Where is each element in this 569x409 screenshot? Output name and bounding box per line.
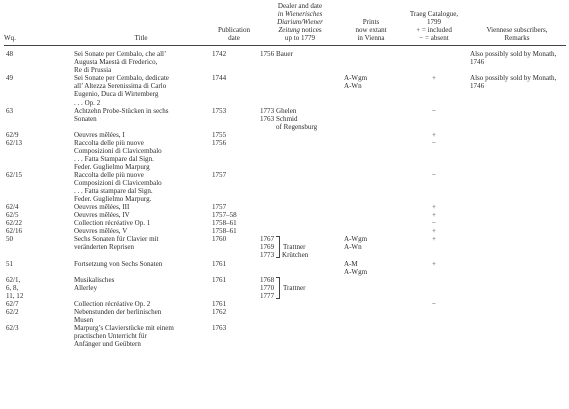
cell-date	[210, 74, 258, 106]
cell-traeg	[400, 46, 468, 75]
header-notices-line: Dealer and date	[277, 2, 323, 10]
cell-date	[210, 308, 258, 324]
table-row	[4, 235, 566, 259]
cell-traeg	[400, 219, 468, 227]
wq-number: 62/16	[6, 227, 23, 236]
table-row	[4, 260, 566, 276]
header-prints-line: in Vienna	[357, 34, 385, 43]
header-remarks-line: Remarks	[504, 34, 530, 43]
notice-year: 1773	[260, 251, 275, 260]
header-date-line: date	[228, 34, 240, 43]
header-prints-line: Prints	[362, 18, 380, 27]
title-line: Oeuvres mêlées, III	[74, 203, 130, 212]
notice-dealer: Trattner	[283, 243, 306, 252]
notice-year: 1769	[260, 243, 275, 252]
publication-date: 1758–61	[212, 227, 237, 236]
title-line: Oeuvres mêlées, IV	[74, 211, 130, 220]
cell-prints	[342, 219, 400, 227]
cell-remarks	[468, 46, 566, 75]
print-location: A-Wgm	[344, 267, 368, 276]
publication-date: 1744	[212, 74, 227, 83]
cell-remarks	[468, 74, 566, 106]
wq-number: 11, 12	[6, 291, 24, 300]
table-row	[4, 139, 566, 171]
title-line: Collection récréative Op. 1	[74, 219, 151, 228]
cell-wq	[4, 107, 72, 131]
print-location: A-Wn	[344, 82, 362, 91]
notice-year: 1756	[260, 50, 275, 59]
cell-remarks	[468, 260, 566, 276]
cell-title	[72, 46, 210, 75]
cell-title	[72, 300, 210, 308]
cell-remarks	[468, 203, 566, 211]
cell-prints	[342, 235, 400, 259]
title-line: Musikalisches	[74, 275, 115, 284]
wq-number: 62/3	[6, 323, 19, 332]
table-row	[4, 308, 566, 324]
notice-year	[260, 123, 276, 131]
publication-date: 1761	[212, 259, 227, 268]
remark-line: 1746	[470, 58, 485, 67]
title-line: Sei Sonate per Cembalo, che all’	[74, 50, 167, 59]
cell-notices	[258, 276, 342, 300]
publication-date: 1756	[212, 138, 227, 147]
header-traeg	[400, 2, 468, 46]
title-line: . . . Op. 2	[74, 98, 101, 107]
wq-number: 6, 8,	[6, 283, 19, 292]
title-line: Augusta Maestà di Frederico,	[74, 58, 158, 67]
notice-dealer: Bauer	[276, 50, 293, 59]
wq-number: 62/9	[6, 130, 19, 139]
traeg-mark: −	[432, 219, 436, 228]
cell-notices	[258, 139, 342, 171]
cell-wq	[4, 300, 72, 308]
publication-date: 1753	[212, 106, 227, 115]
cell-remarks	[468, 300, 566, 308]
publication-date: 1762	[212, 307, 227, 316]
title-line: Oeuvres mêlées, I	[74, 130, 125, 139]
title-line: Sechs Sonaten für Clavier mit	[74, 235, 159, 244]
title-line: Anfänger und Geübtern	[74, 339, 141, 348]
cell-title	[72, 235, 210, 259]
wq-number: 62/5	[6, 211, 19, 220]
cell-remarks	[468, 139, 566, 171]
publication-date: 1761	[212, 299, 227, 308]
cell-notices	[258, 171, 342, 203]
cell-wq	[4, 227, 72, 235]
notice-years	[260, 235, 276, 259]
wq-number: 50	[6, 235, 14, 244]
notice-dealer: Schmid	[276, 114, 298, 123]
cell-title	[72, 131, 210, 139]
table-row	[4, 131, 566, 139]
title-line: Achtzehn Probe-Stücken in sechs	[74, 106, 169, 115]
cell-date	[210, 139, 258, 171]
cell-wq	[4, 211, 72, 219]
wq-number: 63	[6, 106, 14, 115]
wq-number: 62/2	[6, 307, 19, 316]
header-traeg-line: 1799	[426, 18, 442, 27]
header-notices-line: Zeitung notices	[278, 26, 322, 35]
wq-number: 62/7	[6, 299, 19, 308]
table-row	[4, 107, 566, 131]
cell-notices	[258, 300, 342, 308]
header-traeg-line: Traeg Catalogue,	[409, 10, 459, 19]
cell-date	[210, 324, 258, 348]
cell-remarks	[468, 308, 566, 324]
traeg-mark: +	[432, 227, 436, 236]
table-row	[4, 300, 566, 308]
title-line: Oeuvres mêlées, V	[74, 227, 128, 236]
cell-prints	[342, 300, 400, 308]
publication-date: 1757	[212, 170, 227, 179]
print-location: A-Wgm	[344, 74, 368, 83]
bracket-mark	[276, 277, 280, 299]
cell-prints	[342, 276, 400, 300]
cell-notices	[258, 324, 342, 348]
cell-remarks	[468, 235, 566, 259]
header-remarks	[468, 2, 566, 46]
remark-line: Also possibly sold by Monath,	[470, 50, 557, 59]
title-line: Raccolta delle più nuove	[74, 170, 144, 179]
cell-date	[210, 300, 258, 308]
cell-wq	[4, 276, 72, 300]
header-prints-line: now extant	[355, 26, 387, 35]
cell-title	[72, 74, 210, 106]
publication-date: 1757–58	[212, 211, 237, 220]
remark-line: Also possibly sold by Monath,	[470, 74, 557, 83]
table-header	[4, 2, 566, 46]
cell-prints	[342, 227, 400, 235]
title-line: Sonaten	[74, 114, 97, 123]
notice-year: 1770	[260, 283, 275, 292]
traeg-mark: −	[432, 138, 436, 147]
cell-title	[72, 171, 210, 203]
header-prints	[342, 2, 400, 46]
cell-traeg	[400, 203, 468, 211]
cell-prints	[342, 211, 400, 219]
cell-wq	[4, 203, 72, 211]
cell-remarks	[468, 171, 566, 203]
traeg-mark: −	[432, 170, 436, 179]
publication-date: 1742	[212, 50, 227, 59]
cell-title	[72, 308, 210, 324]
notice-year: 1773	[260, 106, 275, 115]
header-traeg-line: + = included	[416, 26, 452, 35]
cell-date	[210, 171, 258, 203]
cell-wq	[4, 46, 72, 75]
traeg-mark: +	[432, 259, 436, 268]
notice-entry	[260, 50, 340, 58]
notice-dealer: Ghelen	[276, 106, 297, 115]
cell-wq	[4, 308, 72, 324]
notice-entry	[260, 123, 340, 131]
cell-prints	[342, 131, 400, 139]
header-notices-line: in Wienerisches	[277, 10, 323, 19]
publication-date: 1761	[212, 275, 227, 284]
cell-remarks	[468, 211, 566, 219]
cell-date	[210, 227, 258, 235]
notice-year: 1768	[260, 275, 275, 284]
cell-prints	[342, 260, 400, 276]
print-location: A-Wgm	[344, 235, 368, 244]
header-date	[210, 2, 258, 46]
notice-bracket-group	[260, 276, 340, 300]
traeg-mark: +	[432, 235, 436, 244]
cell-traeg	[400, 227, 468, 235]
title-line: Nebenstunden der berlinischen	[74, 307, 162, 316]
cell-traeg	[400, 324, 468, 348]
cell-title	[72, 227, 210, 235]
title-line: veränderten Reprisen	[74, 243, 135, 252]
header-wq	[4, 2, 72, 46]
cell-traeg	[400, 211, 468, 219]
wq-number: 48	[6, 50, 14, 59]
cell-date	[210, 219, 258, 227]
header-traeg-line: − = absent	[419, 34, 449, 43]
title-line: Collection récréative Op. 2	[74, 299, 151, 308]
cell-date	[210, 211, 258, 219]
cell-title	[72, 211, 210, 219]
table-row	[4, 324, 566, 348]
cell-wq	[4, 74, 72, 106]
title-line: Musen	[74, 315, 94, 324]
wq-number: 51	[6, 259, 14, 268]
title-line: . . . Fatta Stampare dal Sign.	[74, 154, 154, 163]
notice-years	[260, 276, 276, 300]
cell-remarks	[468, 107, 566, 131]
table-row	[4, 74, 566, 106]
cell-traeg	[400, 139, 468, 171]
cell-traeg	[400, 171, 468, 203]
title-line: Re di Prussia	[74, 66, 112, 75]
cell-date	[210, 46, 258, 75]
cell-title	[72, 324, 210, 348]
cell-notices	[258, 46, 342, 75]
cell-remarks	[468, 324, 566, 348]
cell-date	[210, 260, 258, 276]
cell-notices	[258, 107, 342, 131]
cell-wq	[4, 131, 72, 139]
wq-number: 62/13	[6, 138, 23, 147]
title-line: Allerley	[74, 283, 98, 292]
title-line: Sei Sonate per Cembalo, dedicate	[74, 74, 169, 83]
table-row	[4, 211, 566, 219]
cell-traeg	[400, 131, 468, 139]
wq-number: 62/15	[6, 170, 23, 179]
cell-title	[72, 203, 210, 211]
cell-title	[72, 219, 210, 227]
cell-wq	[4, 171, 72, 203]
title-line: Eugenio, Duca di Wirtemberg	[74, 90, 159, 99]
print-location: A-Wn	[344, 243, 362, 252]
cell-prints	[342, 171, 400, 203]
cell-prints	[342, 203, 400, 211]
traeg-mark: +	[432, 130, 436, 139]
cell-traeg	[400, 260, 468, 276]
header-notices-line: Diarium/Wiener	[277, 18, 323, 27]
table-row	[4, 276, 566, 300]
header-notices-line: up to 1779	[284, 34, 316, 43]
notice-year: 1767	[260, 235, 275, 244]
cell-date	[210, 131, 258, 139]
table-row	[4, 203, 566, 211]
cell-wq	[4, 219, 72, 227]
notice-dealer: Krütchen	[282, 251, 309, 260]
remark-line: 1746	[470, 82, 485, 91]
cell-notices	[258, 131, 342, 139]
cell-traeg	[400, 74, 468, 106]
cell-notices	[258, 235, 342, 259]
cell-title	[72, 260, 210, 276]
cell-prints	[342, 308, 400, 324]
cell-notices	[258, 260, 342, 276]
notice-dealer: of Regensburg	[276, 122, 318, 131]
traeg-mark: −	[432, 106, 436, 115]
cell-notices	[258, 211, 342, 219]
cell-remarks	[468, 276, 566, 300]
traeg-mark: +	[432, 211, 436, 220]
title-line: . . . Fatta stampare dal Sign.	[74, 187, 153, 196]
table-body	[4, 46, 566, 348]
header-remarks-line: Viennese subscribers,	[486, 26, 548, 35]
traeg-mark: +	[432, 74, 436, 83]
cell-notices	[258, 203, 342, 211]
publication-date: 1755	[212, 130, 227, 139]
cell-notices	[258, 308, 342, 324]
cell-date	[210, 276, 258, 300]
publication-date: 1763	[212, 323, 227, 332]
title-line: Raccolta delle più nuove	[74, 138, 144, 147]
cell-prints	[342, 324, 400, 348]
publication-date: 1758–61	[212, 219, 237, 228]
bracket-mark	[276, 236, 280, 258]
cell-traeg	[400, 235, 468, 259]
title-line: practischen Unterricht für	[74, 331, 147, 340]
title-line: Feder. Guglielmo Marpurg	[74, 162, 150, 171]
header-title-label: Title	[134, 34, 148, 43]
cell-wq	[4, 260, 72, 276]
notice-year: 1763	[260, 114, 275, 123]
cell-remarks	[468, 227, 566, 235]
cell-traeg	[400, 107, 468, 131]
publications-table	[4, 2, 566, 348]
cell-prints	[342, 139, 400, 171]
cell-traeg	[400, 300, 468, 308]
traeg-mark: +	[432, 203, 436, 212]
title-line: Marpurg’s Clavierstücke mit einem	[74, 323, 174, 332]
cell-traeg	[400, 276, 468, 300]
cell-title	[72, 276, 210, 300]
cell-remarks	[468, 219, 566, 227]
cell-notices	[258, 74, 342, 106]
cell-wq	[4, 324, 72, 348]
traeg-mark: −	[432, 299, 436, 308]
cell-date	[210, 107, 258, 131]
title-line: Fortsetzung von Sechs Sonaten	[74, 259, 163, 268]
table-row	[4, 171, 566, 203]
table-row	[4, 219, 566, 227]
cell-notices	[258, 219, 342, 227]
notice-entry	[260, 107, 340, 115]
cell-date	[210, 203, 258, 211]
header-date-line: Publication	[217, 26, 251, 35]
notice-dealer: Trattner	[283, 283, 306, 292]
title-line: Composizioni di Clavicembalo	[74, 178, 162, 187]
publication-date: 1760	[212, 235, 227, 244]
wq-number: 49	[6, 74, 14, 83]
notice-entry	[260, 115, 340, 123]
title-line: Feder. Guglielmo Marpurg.	[74, 195, 152, 204]
cell-prints	[342, 46, 400, 75]
title-line: all’ Altezza Serenissima di Carlo	[74, 82, 167, 91]
cell-remarks	[468, 131, 566, 139]
notice-year: 1777	[260, 291, 275, 300]
cell-date	[210, 235, 258, 259]
cell-prints	[342, 74, 400, 106]
header-notices	[258, 2, 342, 46]
cell-wq	[4, 139, 72, 171]
cell-notices	[258, 227, 342, 235]
print-location: A-M	[344, 259, 358, 268]
header-wq-label: Wq.	[4, 34, 16, 43]
table-row	[4, 46, 566, 75]
header-title	[72, 2, 210, 46]
wq-number: 62/1,	[6, 275, 21, 284]
publication-date: 1757	[212, 203, 227, 212]
wq-number: 62/4	[6, 203, 19, 212]
cell-title	[72, 139, 210, 171]
wq-number: 62/22	[6, 219, 23, 228]
cell-prints	[342, 107, 400, 131]
cell-traeg	[400, 308, 468, 324]
title-line: Composizioni di Clavicembalo	[74, 146, 162, 155]
table-row	[4, 227, 566, 235]
cell-wq	[4, 235, 72, 259]
cell-title	[72, 107, 210, 131]
